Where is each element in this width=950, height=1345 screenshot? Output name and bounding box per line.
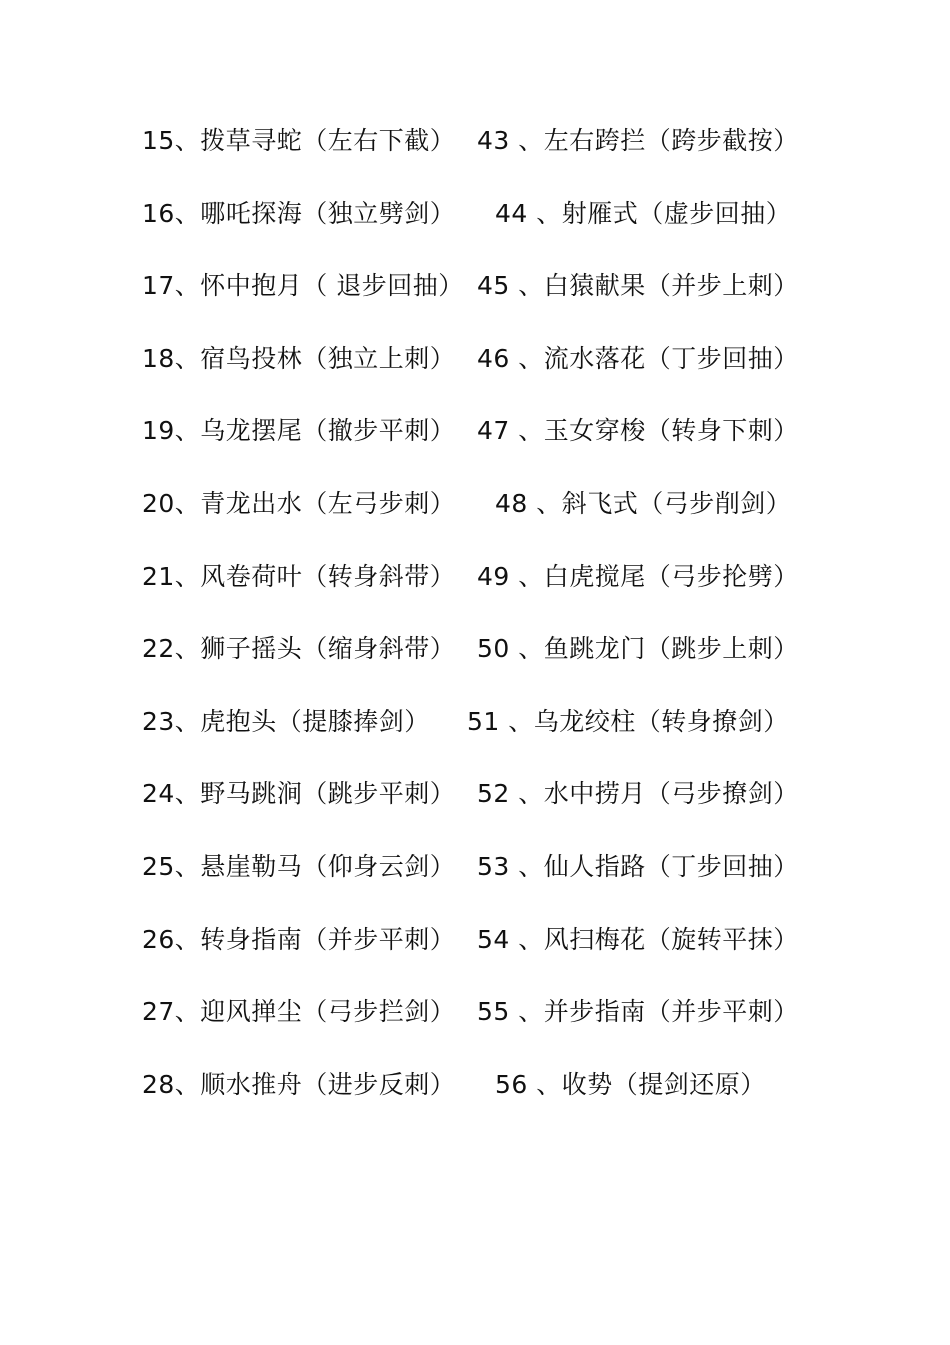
list-row xyxy=(142,626,842,699)
list-item: 21、风卷荷叶（转身斜带） xyxy=(142,561,456,591)
list-item: 20、青龙出水（左弓步刺） xyxy=(142,488,456,518)
list-item: 27、迎风掸尘（弓步拦剑） xyxy=(142,997,456,1027)
list-item: 54 、风扫梅花（旋转平抹） xyxy=(477,924,799,954)
list-item: 18、宿鸟投林（独立上刺） xyxy=(142,343,456,373)
list-row xyxy=(142,917,842,990)
list-item: 22、狮子摇头（缩身斜带） xyxy=(142,634,456,664)
list-item: 52 、水中捞月（弓步撩剑） xyxy=(477,779,799,809)
list-item: 19、乌龙摆尾（撤步平刺） xyxy=(142,416,456,446)
list-item: 44 、射雁式（虚步回抽） xyxy=(495,198,792,228)
list-row xyxy=(142,118,842,191)
list-item: 46 、流水落花（丁步回抽） xyxy=(477,343,799,373)
list-row xyxy=(142,554,842,627)
list-row xyxy=(142,263,842,336)
list-row xyxy=(142,1062,842,1135)
list-item: 23、虎抱头（提膝捧剑） xyxy=(142,706,430,736)
list-row xyxy=(142,989,842,1062)
list-item: 15、拨草寻蛇（左右下截） xyxy=(142,126,456,155)
list-item: 53 、仙人指路（丁步回抽） xyxy=(477,851,799,881)
list-row xyxy=(142,336,842,409)
list-item: 17、怀中抱月（ 退步回抽） xyxy=(142,271,464,301)
list-row xyxy=(142,408,842,481)
list-row xyxy=(142,699,842,772)
list-item: 45 、白猿献果（并步上刺） xyxy=(477,271,799,301)
list-item: 43 、左右跨拦（跨步截按） xyxy=(477,126,799,155)
list-item: 47 、玉女穿梭（转身下刺） xyxy=(477,416,799,446)
list-row xyxy=(142,844,842,917)
list-item: 55 、并步指南（并步平刺） xyxy=(477,997,799,1027)
list-item: 50 、鱼跳龙门（跳步上刺） xyxy=(477,634,799,664)
list-item: 51 、乌龙绞柱（转身撩剑） xyxy=(467,706,789,736)
list-item: 26、转身指南（并步平刺） xyxy=(142,924,456,954)
list-item: 25、悬崖勒马（仰身云剑） xyxy=(142,851,456,881)
list-item: 16、哪吒探海（独立劈剑） xyxy=(142,198,456,228)
list-row xyxy=(142,481,842,554)
list-item: 28、顺水推舟（进步反刺） xyxy=(142,1069,456,1099)
list-item: 49 、白虎搅尾（弓步抡劈） xyxy=(477,561,799,591)
list-row xyxy=(142,191,842,264)
list-row xyxy=(142,771,842,844)
list-item: 56 、收势（提剑还原） xyxy=(495,1069,766,1099)
movement-list xyxy=(142,118,842,1134)
list-item: 48 、斜飞式（弓步削剑） xyxy=(495,488,792,518)
list-item: 24、野马跳涧（跳步平刺） xyxy=(142,779,456,809)
